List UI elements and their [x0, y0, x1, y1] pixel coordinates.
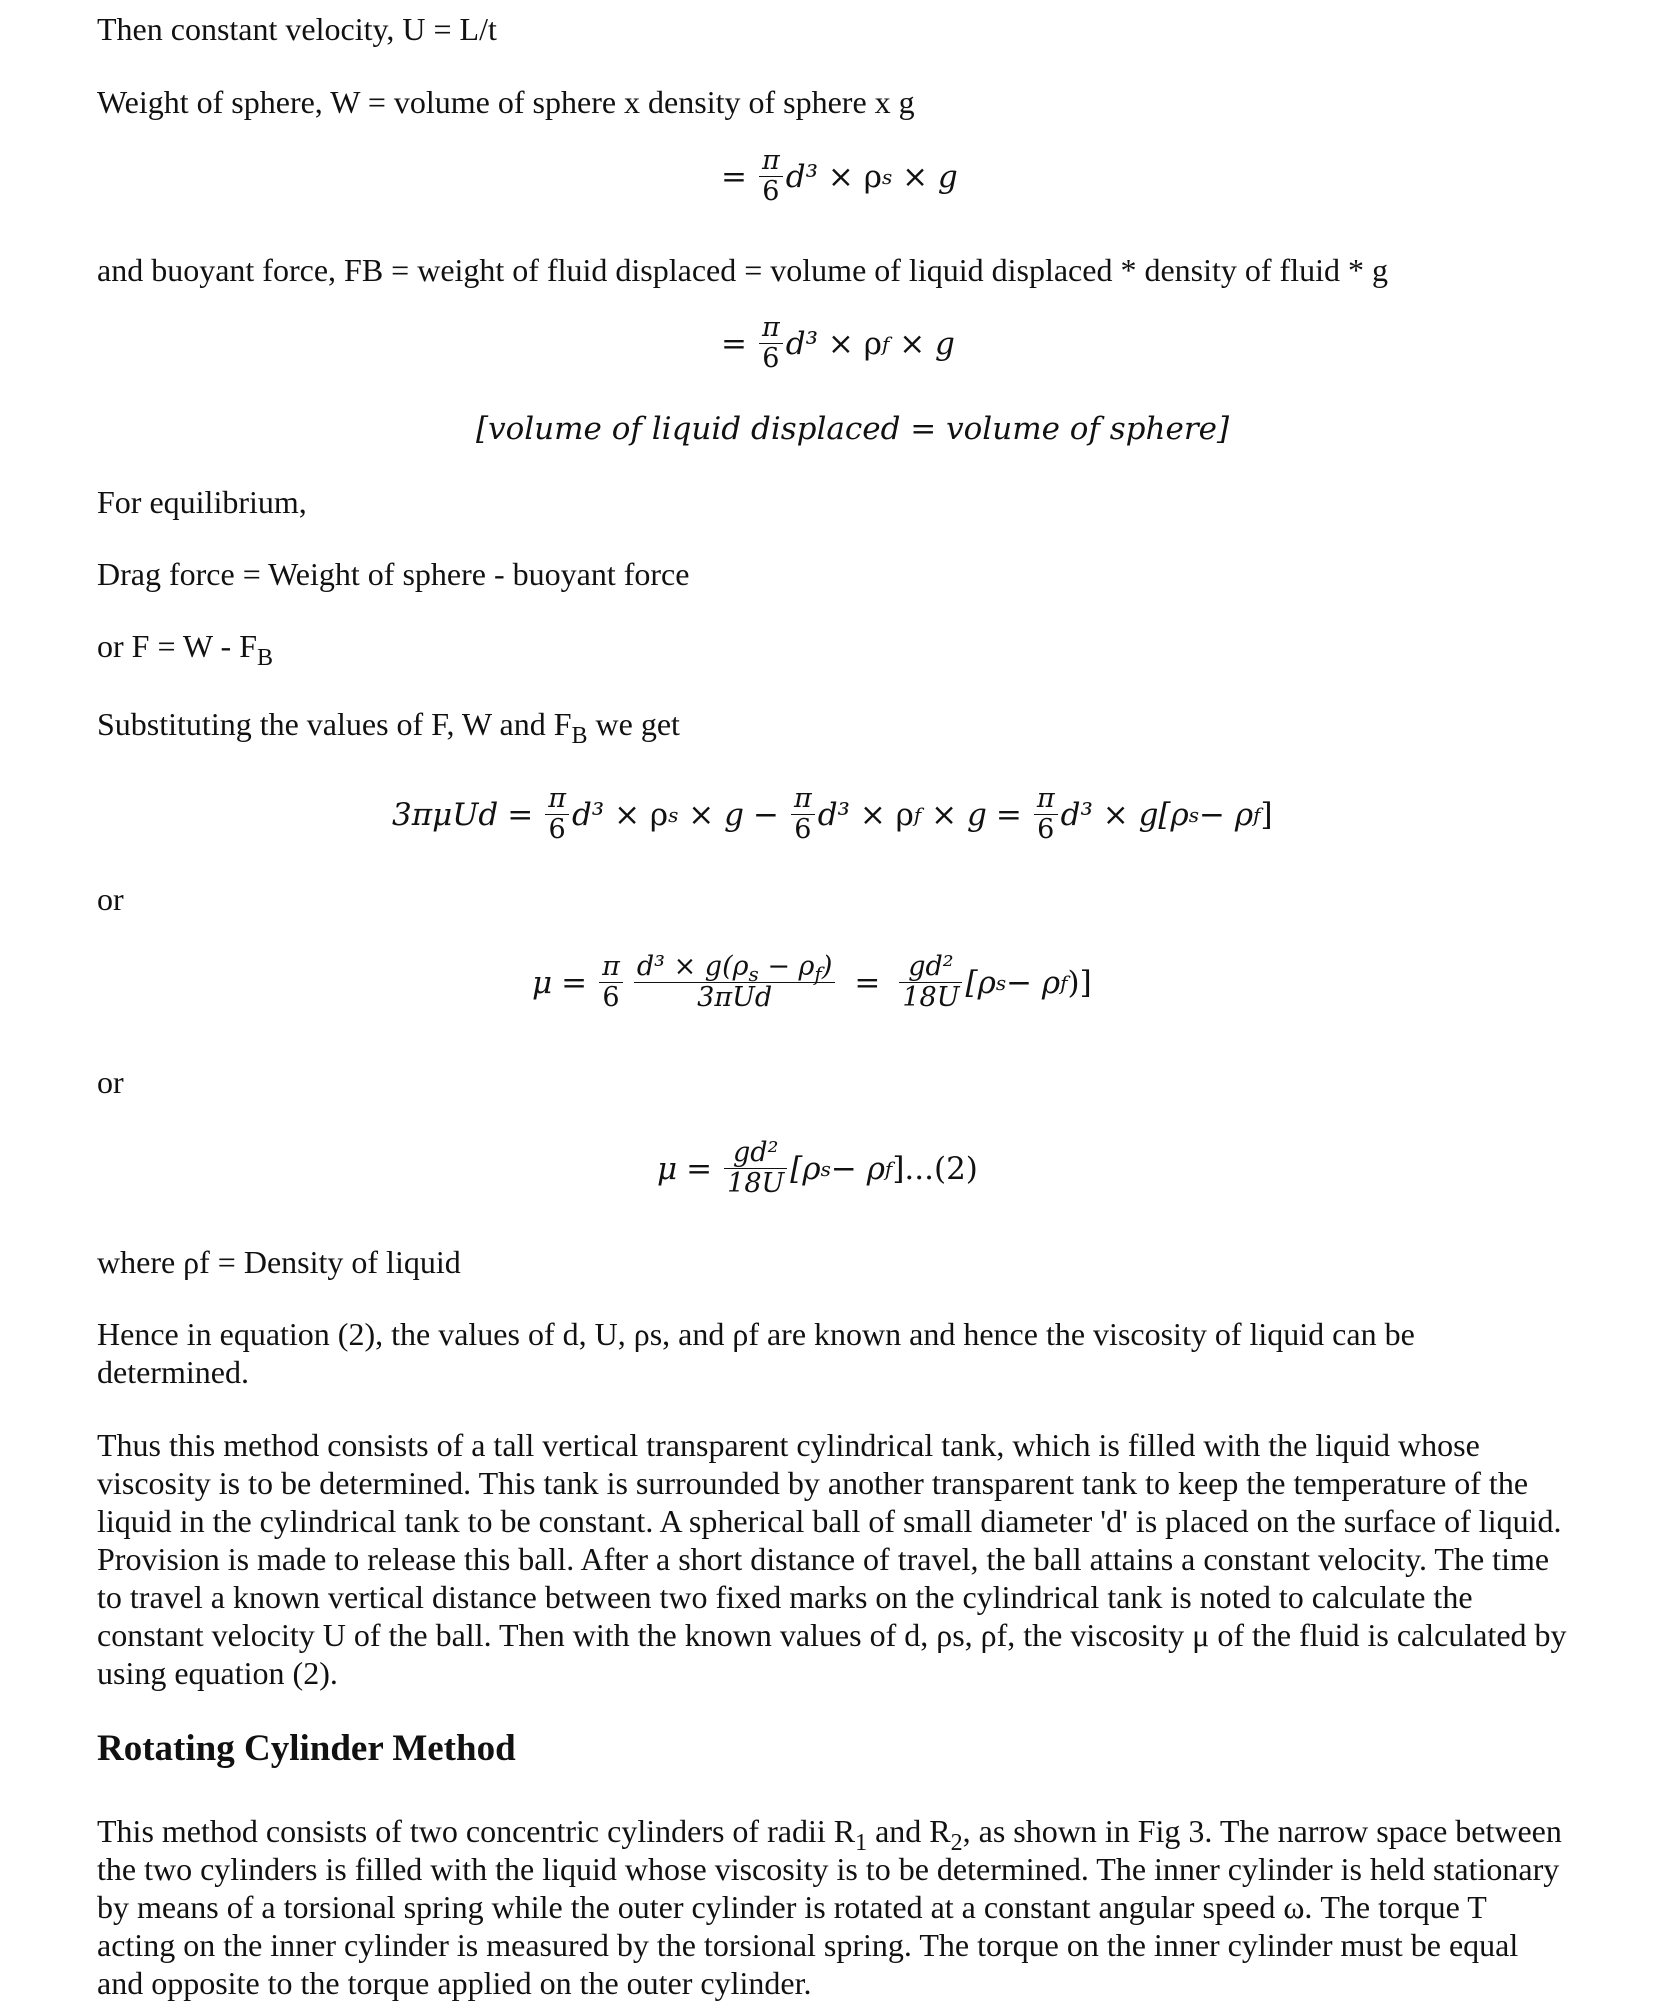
hence-paragraph: Hence in equation (2), the values of d, U, ρs, and ρf are known and hence the viscosity of liquid can be determined. [97, 1316, 1415, 1390]
substituting-line: Substituting the values of F, W and $F_B$ we get [97, 706, 680, 749]
equation-2: μ = $\frac{\text{gd²}}{18U}$ [ρ s − ρ f ]...(2) [657, 1137, 978, 1199]
section-heading-rotating-cylinder: Rotating Cylinder Method [97, 1728, 516, 1769]
where-line: where ρf = Density of liquid [97, 1244, 461, 1280]
buoyant-line: and buoyant force, FB = weight of fluid displaced = volume of liquid displaced * density of fluid * g [97, 252, 1388, 288]
rotating-paragraph: This method consists of two concentric cylinders of radii $R_1$ and $R_2$, as shown in Fig 3. The narrow space between the two cylinders is filled with the liquid whose viscosity is to be determined. The inner cylinder is held stationary by means of a torsional spring while the outer cylinder is rotated at a constant angular speed ω. The torque T acting on the inner cylinder is measured by the torsional spring. The torque on the inner cylinder must be equal and opposite to the torque applied on the outer cylinder. [97, 1813, 1562, 2001]
fraction-pi-over-6: $\frac{\pi}{6}$ [1034, 784, 1058, 845]
method-paragraph: Thus this method consists of a tall vertical transparent cylindrical tank, which is filled with the liquid whose viscosity is to be determined. This tank is surrounded by another transparent tank to keep the temperature of the liquid in the cylindrical tank to be constant. A spherical ball of small diameter 'd' is placed on the surface of liquid. Provision is made to release this ball. After a short distance of travel, the ball attains a constant velocity. The time to travel a known vertical distance between two fixed marks on the cylindrical tank is noted to calculate the constant velocity U of the ball. Then with the known values of d, ρs, ρf, the viscosity μ of the fluid is calculated by using equation (2). [97, 1427, 1567, 1691]
fraction-pi-over-6: $\frac{\pi}{6}$ [599, 952, 623, 1013]
or-line-2: or [97, 1064, 124, 1100]
equation-mu-intermediate: μ = $\frac{\pi}{6}$ $\frac{d^3 \times g(\rho_s - \rho_f)}{\text{3πUd}}$ = $\frac{\text{gd²}}{18U}$ [ρ s − ρ f )] [532, 951, 1092, 1013]
fraction-viscosity-numerator: $\frac{d^3 \times g(\rho_s - \rho_f)}{\text{3πUd}}$ [634, 952, 835, 1013]
drag-line: Drag force = Weight of sphere - buoyant force [97, 556, 690, 592]
equilibrium-line: For equilibrium, [97, 484, 307, 520]
or-line-1: or [97, 881, 124, 917]
fraction-gd2-over-18u: $\frac{\text{gd²}}{18U}$ [899, 952, 962, 1013]
fraction-pi-over-6: $\frac{\pi}{6}$ [759, 313, 783, 374]
or-f-line: or $F = W - F_B$ [97, 628, 274, 671]
weight-line: Weight of sphere, W = volume of sphere x density of sphere x g [97, 84, 915, 120]
velocity-line: Then constant velocity, U = L/t [97, 11, 497, 47]
equation-buoyant: = $\frac{\pi}{6}$ d³ × ρ f × g [721, 312, 955, 374]
bracket-note: [volume of liquid displaced = volume of sphere] [476, 411, 1230, 447]
fraction-pi-over-6: $\frac{\pi}{6}$ [759, 146, 783, 207]
equation-main: 3πμUd = $\frac{\pi}{6}$ d³ × ρ s × g − $\frac{\pi}{6}$ d³ × ρ f × g = $\frac{\pi}{6}$ d³ × g[ρ s − ρ f ] [392, 783, 1273, 845]
equation-weight: = $\frac{\pi}{6}$ d³ × ρ s × g [721, 145, 958, 207]
fraction-gd2-over-18u: $\frac{\text{gd²}}{18U}$ [724, 1138, 787, 1199]
fraction-pi-over-6: $\frac{\pi}{6}$ [545, 784, 569, 845]
fraction-pi-over-6: $\frac{\pi}{6}$ [791, 784, 815, 845]
